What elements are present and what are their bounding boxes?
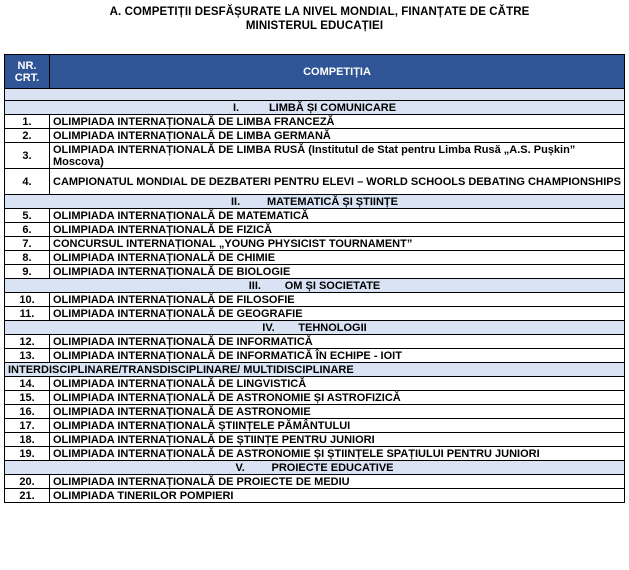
- row-number: 16.: [5, 405, 50, 419]
- table-row: [5, 447, 625, 461]
- competition-name: OLIMPIADA INTERNAȚIONALĂ DE ASTRONOMIE: [50, 405, 625, 419]
- competition-name: OLIMPIADA INTERNAȚIONALĂ DE ȘTIINȚE PENTRU JUNIORI: [50, 433, 625, 447]
- competition-name: CONCURSUL INTERNAȚIONAL „YOUNG PHYSICIST TOURNAMENT”: [50, 237, 625, 251]
- row-number: 10.: [5, 293, 50, 307]
- row-number: 12.: [5, 335, 50, 349]
- row-number: 7.: [5, 237, 50, 251]
- competition-name: OLIMPIADA INTERNAȚIONALĂ DE ASTRONOMIE ȘI ASTROFIZICĂ: [50, 391, 625, 405]
- header-competitia: COMPETIȚIA: [50, 55, 625, 89]
- section-number: II.: [231, 195, 241, 208]
- competition-name: OLIMPIADA INTERNAȚIONALĂ DE PROIECTE DE MEDIU: [50, 475, 625, 489]
- competition-name: OLIMPIADA INTERNAȚIONALĂ DE CHIMIE: [50, 251, 625, 265]
- section-row: [5, 101, 625, 115]
- table-body: [5, 89, 625, 503]
- section-heading: [5, 195, 625, 209]
- competition-name: OLIMPIADA INTERNAȚIONALĂ DE LINGVISTICĂ: [50, 377, 625, 391]
- table-row: [5, 405, 625, 419]
- table-row: [5, 143, 625, 169]
- table-row: [5, 251, 625, 265]
- section-row: [5, 461, 625, 475]
- competition-name: OLIMPIADA INTERNAȚIONALĂ DE GEOGRAFIE: [50, 307, 625, 321]
- row-number: 9.: [5, 265, 50, 279]
- row-number: 15.: [5, 391, 50, 405]
- competitions-table: [4, 54, 625, 503]
- competition-name: OLIMPIADA INTERNAȚIONALĂ ȘTIINȚELE PĂMÂNTULUI: [50, 419, 625, 433]
- competition-name: CAMPIONATUL MONDIAL DE DEZBATERI PENTRU ELEVI – WORLD SCHOOLS DEBATING CHAMPIONSHIPS: [50, 169, 625, 195]
- section-label: INTERDISCIPLINARE/TRANSDISCIPLINARE/ MULTIDISCIPLINARE: [8, 363, 354, 376]
- competition-name: OLIMPIADA INTERNAȚIONALĂ DE BIOLOGIE: [50, 265, 625, 279]
- section-row: [5, 279, 625, 293]
- section-number: V.: [235, 461, 245, 474]
- competition-name: OLIMPIADA INTERNAȚIONALĂ DE MATEMATICĂ: [50, 209, 625, 223]
- section-number: III.: [248, 279, 261, 292]
- competition-name: OLIMPIADA INTERNAȚIONALĂ DE ASTRONOMIE ȘI ȘTIINȚELE SPAȚIULUI PENTRU JUNIORI: [50, 447, 625, 461]
- row-number: 8.: [5, 251, 50, 265]
- row-number: 18.: [5, 433, 50, 447]
- row-number: 6.: [5, 223, 50, 237]
- table-row: [5, 169, 625, 195]
- table-row: [5, 237, 625, 251]
- row-number: 4.: [5, 169, 50, 195]
- header-nr-crt: NR. CRT.: [5, 55, 50, 89]
- title-line-2: MINISTERUL EDUCAȚIEI: [245, 20, 384, 32]
- table-row: [5, 209, 625, 223]
- table-row: [5, 377, 625, 391]
- table-row: [5, 335, 625, 349]
- section-row: [5, 321, 625, 335]
- table-row: [5, 433, 625, 447]
- table-row: [5, 293, 625, 307]
- row-number: 20.: [5, 475, 50, 489]
- row-number: 2.: [5, 129, 50, 143]
- table-row: [5, 419, 625, 433]
- table-row: [5, 391, 625, 405]
- section-label: PROIECTE EDUCATIVE: [271, 461, 394, 474]
- table-row: [5, 265, 625, 279]
- row-number: 14.: [5, 377, 50, 391]
- competition-name: OLIMPIADA TINERILOR POMPIERI: [50, 489, 625, 503]
- section-row: [5, 363, 625, 377]
- row-number: 17.: [5, 419, 50, 433]
- section-label: LIMBĂ ȘI COMUNICARE: [268, 101, 397, 114]
- section-label: TEHNOLOGII: [298, 321, 367, 334]
- section-heading: [5, 461, 625, 475]
- table-row: [5, 115, 625, 129]
- competition-name: OLIMPIADA INTERNAȚIONALĂ DE LIMBA GERMANĂ: [50, 129, 625, 143]
- section-number: I.: [232, 101, 240, 114]
- blank-row: [5, 89, 625, 101]
- section-label: OM ȘI SOCIETATE: [284, 279, 381, 292]
- competition-name: OLIMPIADA INTERNAȚIONALĂ DE LIMBA FRANCEZĂ: [50, 115, 625, 129]
- table-row: [5, 349, 625, 363]
- table-row: [5, 129, 625, 143]
- document-title: [0, 5, 629, 33]
- competition-name: OLIMPIADA INTERNAȚIONALĂ DE FILOSOFIE: [50, 293, 625, 307]
- row-number: 13.: [5, 349, 50, 363]
- competition-name: OLIMPIADA INTERNAȚIONALĂ DE LIMBA RUSĂ (Institutul de Stat pentru Limba Rusă „A.S. Pușkin” Moscova): [50, 143, 625, 169]
- row-number: 11.: [5, 307, 50, 321]
- row-number: 19.: [5, 447, 50, 461]
- table-header-row: [5, 55, 625, 89]
- row-number: 21.: [5, 489, 50, 503]
- table-row: [5, 489, 625, 503]
- section-heading: [5, 101, 625, 115]
- row-number: 3.: [5, 143, 50, 169]
- row-number: 1.: [5, 115, 50, 129]
- section-row: [5, 195, 625, 209]
- competition-name: OLIMPIADA INTERNAȚIONALĂ DE INFORMATICĂ ÎN ECHIPE - IOIT: [50, 349, 625, 363]
- row-number: 5.: [5, 209, 50, 223]
- competition-name: OLIMPIADA INTERNAȚIONALĂ DE FIZICĂ: [50, 223, 625, 237]
- section-heading: [5, 279, 625, 293]
- table-row: [5, 223, 625, 237]
- title-line-1: A. COMPETIȚII DESFĂȘURATE LA NIVEL MONDIAL, FINANȚATE DE CĂTRE: [109, 6, 530, 18]
- competition-name: OLIMPIADA INTERNAȚIONALĂ DE INFORMATICĂ: [50, 335, 625, 349]
- table-row: [5, 475, 625, 489]
- section-label: MATEMATICĂ ȘI ȘTIINȚE: [267, 195, 398, 208]
- section-number: IV.: [262, 321, 275, 334]
- table-row: [5, 307, 625, 321]
- section-heading: [5, 321, 625, 335]
- section-heading: [5, 363, 625, 377]
